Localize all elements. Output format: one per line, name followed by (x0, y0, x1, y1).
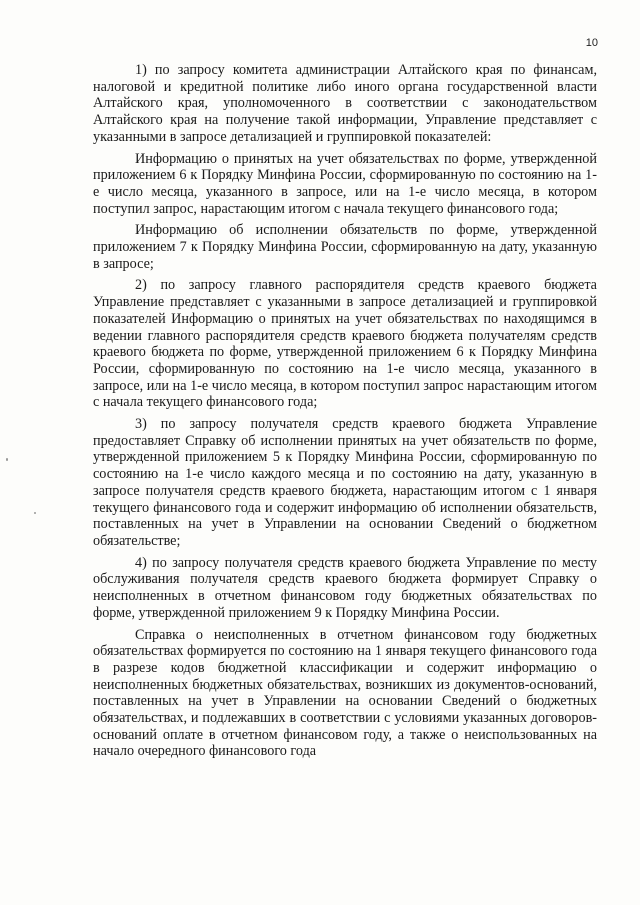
scan-speck (6, 458, 8, 461)
paragraph-5: 3) по запросу получателя средств краевого бюджета Управление предоставляет Справку об исполнении принятых на учет обязательств по форме, утвержденной приложением 5 к Порядку Минфина России, сформированную по состоянию на 1-е число каждого месяца и по состоянию на дату, указанную в запросе получателя средств краевого бюджета, нарастающим итогом с 1 января текущего финансового года и содержит информацию об исполнении обязательств, поставленных на учет в Управлении на основании Сведений о бюджетном обязательстве; (93, 416, 597, 549)
paragraph-4: 2) по запросу главного распорядителя средств краевого бюджета Управление представляет с указанными в запросе детализацией и группировкой показателей Информацию о принятых на учет обязательствах по находящимся в ведении главного распорядителя средств краевого бюджета получателям средств краевого бюджета по форме, утвержденной приложением 6 к Порядку Минфина России, сформированную по состоянию на 1-е число месяца, указанного в запросе, или на 1-е число месяца, в котором поступил запрос нарастающим итогом с начала текущего финансового года; (93, 277, 597, 411)
paragraph-7: Справка о неисполненных в отчетном финансовом году бюджетных обязательствах формируется по состоянию на 1 января текущего финансового года в разрезе кодов бюджетной классификации и содержит информацию о неисполненных бюджетных обязательствах, возникших из документов-оснований, поставленных на учет в Управлении на основании Сведений о бюджетных обязательствах, и подлежавших в соответствии с условиями указанных договоров-оснований оплате в отчетном финансовом году, а также о неиспользованных на начало очередного финансового года (93, 626, 597, 760)
paragraph-2: Информацию о принятых на учет обязательствах по форме, утвержденной приложением 6 к Порядку Минфина России, сформированную по состоянию на 1-е число месяца, указанного в запросе, или на 1-е число месяца, в котором поступил запрос, нарастающим итогом с начала текущего финансового года; (93, 150, 597, 217)
paragraph-3: Информацию об исполнении обязательств по форме, утвержденной приложением 7 к Порядку Минфина России, сформированную на дату, указанную в запросе; (93, 222, 597, 272)
paragraph-1: 1) по запросу комитета администрации Алтайского края по финансам, налоговой и кредитной политике либо иного органа государственной власти Алтайского края, уполномоченного в соответствии с законодательством Алтайского края на получение такой информации, Управление представляет с указанными в запросе детализацией и группировкой показателей: (93, 62, 597, 145)
scan-speck (34, 512, 36, 514)
body-text (93, 62, 597, 765)
page-number: 10 (585, 37, 598, 49)
paragraph-6: 4) по запросу получателя средств краевого бюджета Управление по месту обслуживания получателя средств краевого бюджета формирует Справку о неисполненных в отчетном финансовом году бюджетных обязательствах по форме, утвержденной приложением 9 к Порядку Минфина России. (93, 554, 597, 621)
